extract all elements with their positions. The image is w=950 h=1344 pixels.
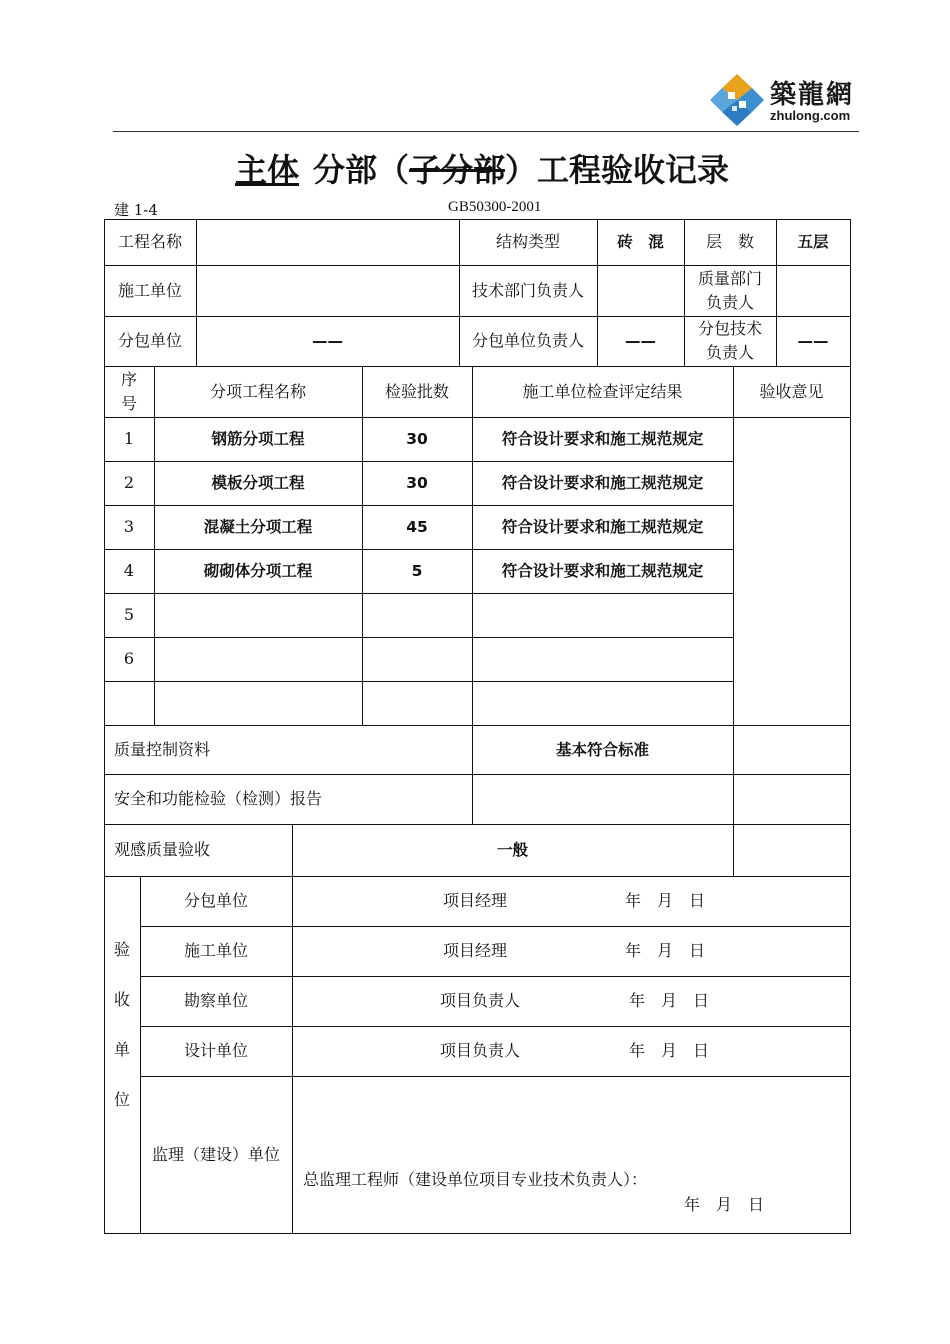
supervisor-date: 年 月 日 (684, 1195, 765, 1214)
acceptance-unit: 勘察单位 (183, 991, 248, 1010)
zhulong-logo (708, 72, 858, 128)
item-seq: 1 (123, 429, 135, 448)
title-prefix: 主体 (234, 151, 299, 189)
quality-control-label: 质量控制资料 (114, 739, 211, 759)
item-seq: 5 (123, 605, 135, 624)
item-result: 符合设计要求和施工规范规定 (501, 518, 704, 536)
appearance-result: 一般 (496, 841, 528, 859)
acceptance-unit: 施工单位 (183, 941, 248, 960)
item-batches (362, 681, 472, 725)
supervisor-unit-label: 监理（建设）单位 (151, 1145, 280, 1164)
item-name: 混凝土分项工程 (203, 518, 313, 536)
logo-mark-icon (708, 72, 766, 128)
acceptance-date: 年 月 日 (628, 991, 709, 1010)
page-title (0, 148, 950, 192)
item-batches: 30 (406, 474, 428, 492)
doc-code: 建 1-4 (114, 201, 158, 219)
item-name: 砌砌体分项工程 (203, 562, 313, 580)
structure-type-label: 结构类型 (495, 232, 560, 251)
title-part2: ）工程验收记录 (505, 151, 730, 189)
acceptance-date: 年 月 日 (628, 1041, 709, 1060)
logo-chinese-text: 築龍網 (770, 80, 855, 110)
items-header-name: 分项工程名称 (209, 381, 306, 401)
item-batches: 30 (406, 430, 428, 448)
acceptance-date: 年 月 日 (624, 891, 705, 910)
item-batches: 45 (406, 518, 428, 536)
acceptance-unit: 分包单位 (183, 891, 248, 910)
logo-domain-text: zhulong.com (770, 108, 851, 123)
acceptance-role: 项目负责人 (439, 991, 520, 1010)
subcontractor-label: 分包单位 (117, 331, 182, 350)
quality-control-result: 基本符合标准 (555, 740, 649, 759)
quality-head-label: 质量部门 负责人 (697, 268, 762, 312)
tech-head-value (597, 265, 684, 316)
floors-value: 五层 (797, 233, 829, 251)
floors-label: 层 数 (705, 232, 754, 251)
item-name (154, 681, 362, 725)
acceptance-role: 项目经理 (442, 941, 507, 960)
appearance-label: 观感质量验收 (114, 840, 211, 859)
item-seq: 6 (123, 649, 135, 668)
safety-report-result (472, 774, 733, 824)
acceptance-role: 项目负责人 (439, 1041, 520, 1060)
acceptance-side-label: 验 收 单 位 (113, 940, 130, 1109)
tech-head-label: 技术部门负责人 (471, 280, 584, 300)
item-name (154, 637, 362, 681)
contractor-value (196, 265, 459, 316)
item-result: 符合设计要求和施工规范规定 (501, 430, 704, 448)
sub-tech-head-label: 分包技术 负责人 (697, 319, 762, 362)
quality-head-value (776, 265, 850, 316)
item-name: 钢筋分项工程 (211, 430, 305, 448)
item-name (154, 593, 362, 637)
sub-tech-head-value: —— (797, 332, 829, 350)
title-part1: 分部（ (312, 151, 409, 189)
header-rule (113, 131, 859, 132)
acceptance-date: 年 月 日 (624, 941, 705, 960)
standard-code: GB50300-2001 (448, 199, 542, 215)
item-batches: 5 (411, 562, 423, 580)
item-seq: 3 (123, 517, 135, 536)
acceptance-unit: 设计单位 (183, 1041, 248, 1060)
items-header-opinion: 验收意见 (759, 381, 824, 401)
subcontractor-value: —— (312, 332, 343, 350)
sub-head-label: 分包单位负责人 (471, 331, 584, 350)
item-result: 符合设计要求和施工规范规定 (501, 474, 704, 492)
project-name-value (196, 219, 459, 265)
supervisor-signature-line: 总监理工程师（建设单位项目专业技术负责人）： (303, 1170, 648, 1189)
safety-report-label: 安全和功能检验（检测）报告 (114, 789, 323, 808)
acceptance-role: 项目经理 (442, 891, 507, 910)
item-batches (362, 593, 472, 637)
sub-head-value: —— (625, 332, 656, 350)
item-batches (362, 637, 472, 681)
project-name-label: 工程名称 (117, 232, 182, 251)
item-result (472, 637, 733, 681)
title-struck: 子分部 (409, 151, 506, 189)
item-result (472, 681, 733, 725)
item-result: 符合设计要求和施工规范规定 (501, 562, 704, 580)
item-result (472, 593, 733, 637)
items-header-result: 施工单位检查评定结果 (522, 381, 683, 401)
item-name: 模板分项工程 (211, 474, 305, 492)
item-seq: 4 (123, 561, 135, 580)
contractor-label: 施工单位 (117, 280, 182, 300)
item-seq: 2 (123, 473, 135, 492)
structure-type-value: 砖 混 (617, 233, 664, 251)
item-seq (104, 681, 154, 725)
items-header-seq: 序 号 (120, 369, 137, 413)
items-header-batches: 检验批数 (384, 381, 449, 401)
